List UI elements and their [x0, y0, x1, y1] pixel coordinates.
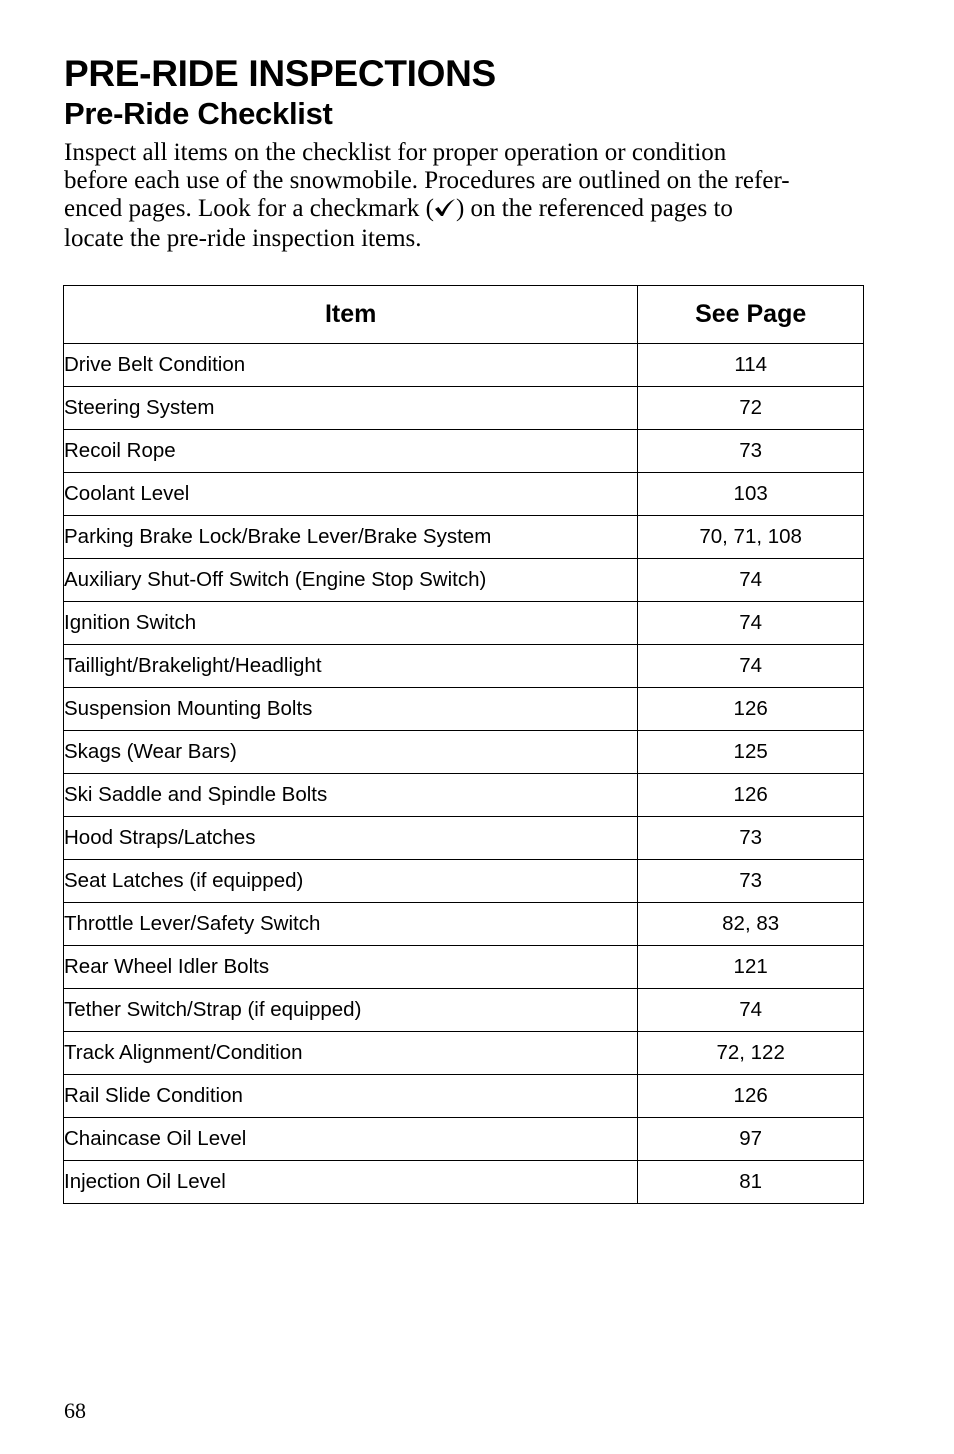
page-cell: 103	[638, 473, 864, 516]
intro-line: Inspect all items on the checklist for proper operation or condition	[64, 139, 727, 166]
page-cell: 125	[638, 731, 864, 774]
page-cell: 74	[638, 602, 864, 645]
table-row	[64, 430, 864, 473]
page-cell: 72	[638, 387, 864, 430]
intro-paragraph	[64, 139, 870, 253]
table-row	[64, 473, 864, 516]
table-row	[64, 645, 864, 688]
table-row	[64, 1118, 864, 1161]
item-cell: Taillight/Brakelight/Headlight	[64, 645, 638, 688]
page-cell: 70, 71, 108	[638, 516, 864, 559]
table-row	[64, 559, 864, 602]
page-cell: 74	[638, 559, 864, 602]
column-header-item: Item	[64, 286, 638, 344]
intro-text: ) on the referenced pages to	[455, 195, 733, 222]
page-cell: 81	[638, 1161, 864, 1204]
table-row	[64, 344, 864, 387]
table-header-row	[64, 286, 864, 344]
table-row	[64, 516, 864, 559]
item-cell: Rear Wheel Idler Bolts	[64, 946, 638, 989]
page-cell: 114	[638, 344, 864, 387]
page-cell: 73	[638, 860, 864, 903]
item-cell: Throttle Lever/Safety Switch	[64, 903, 638, 946]
table-row	[64, 903, 864, 946]
table-row	[64, 731, 864, 774]
table-row	[64, 989, 864, 1032]
item-cell: Seat Latches (if equipped)	[64, 860, 638, 903]
item-cell: Injection Oil Level	[64, 1161, 638, 1204]
page-cell: 73	[638, 430, 864, 473]
table-body	[64, 344, 864, 1204]
table-row	[64, 688, 864, 731]
table-row	[64, 946, 864, 989]
item-cell: Suspension Mounting Bolts	[64, 688, 638, 731]
intro-line: before each use of the snowmobile. Procedures are outlined on the refer-	[64, 167, 790, 194]
table-row	[64, 1032, 864, 1075]
table-row	[64, 860, 864, 903]
section-title: Pre-Ride Checklist	[64, 96, 333, 131]
item-cell: Track Alignment/Condition	[64, 1032, 638, 1075]
column-header-see-page: See Page	[638, 286, 864, 344]
page-cell: 74	[638, 989, 864, 1032]
table-row	[64, 774, 864, 817]
page-title: PRE-RIDE INSPECTIONS	[64, 53, 496, 94]
item-cell: Hood Straps/Latches	[64, 817, 638, 860]
intro-text: enced pages. Look for a checkmark (	[64, 195, 434, 222]
item-cell: Ski Saddle and Spindle Bolts	[64, 774, 638, 817]
table-row	[64, 817, 864, 860]
page-cell: 73	[638, 817, 864, 860]
item-cell: Coolant Level	[64, 473, 638, 516]
page-cell: 121	[638, 946, 864, 989]
page-cell: 74	[638, 645, 864, 688]
page-cell: 126	[638, 774, 864, 817]
page-cell: 126	[638, 688, 864, 731]
page-cell: 126	[638, 1075, 864, 1118]
item-cell: Auxiliary Shut-Off Switch (Engine Stop Switch)	[64, 559, 638, 602]
table-row	[64, 602, 864, 645]
page-cell: 72, 122	[638, 1032, 864, 1075]
item-cell: Drive Belt Condition	[64, 344, 638, 387]
item-cell: Tether Switch/Strap (if equipped)	[64, 989, 638, 1032]
item-cell: Skags (Wear Bars)	[64, 731, 638, 774]
item-cell: Chaincase Oil Level	[64, 1118, 638, 1161]
pre-ride-checklist-table	[63, 285, 864, 1204]
page-number: 68	[64, 1398, 86, 1423]
page-cell: 82, 83	[638, 903, 864, 946]
item-cell: Steering System	[64, 387, 638, 430]
intro-line	[64, 195, 870, 225]
item-cell: Rail Slide Condition	[64, 1075, 638, 1118]
table-row	[64, 1161, 864, 1204]
page-cell: 97	[638, 1118, 864, 1161]
item-cell: Ignition Switch	[64, 602, 638, 645]
table-row	[64, 1075, 864, 1118]
intro-line: locate the pre-ride inspection items.	[64, 225, 422, 252]
table-row	[64, 387, 864, 430]
item-cell: Recoil Rope	[64, 430, 638, 473]
item-cell: Parking Brake Lock/Brake Lever/Brake System	[64, 516, 638, 559]
checkmark-icon	[434, 197, 456, 225]
